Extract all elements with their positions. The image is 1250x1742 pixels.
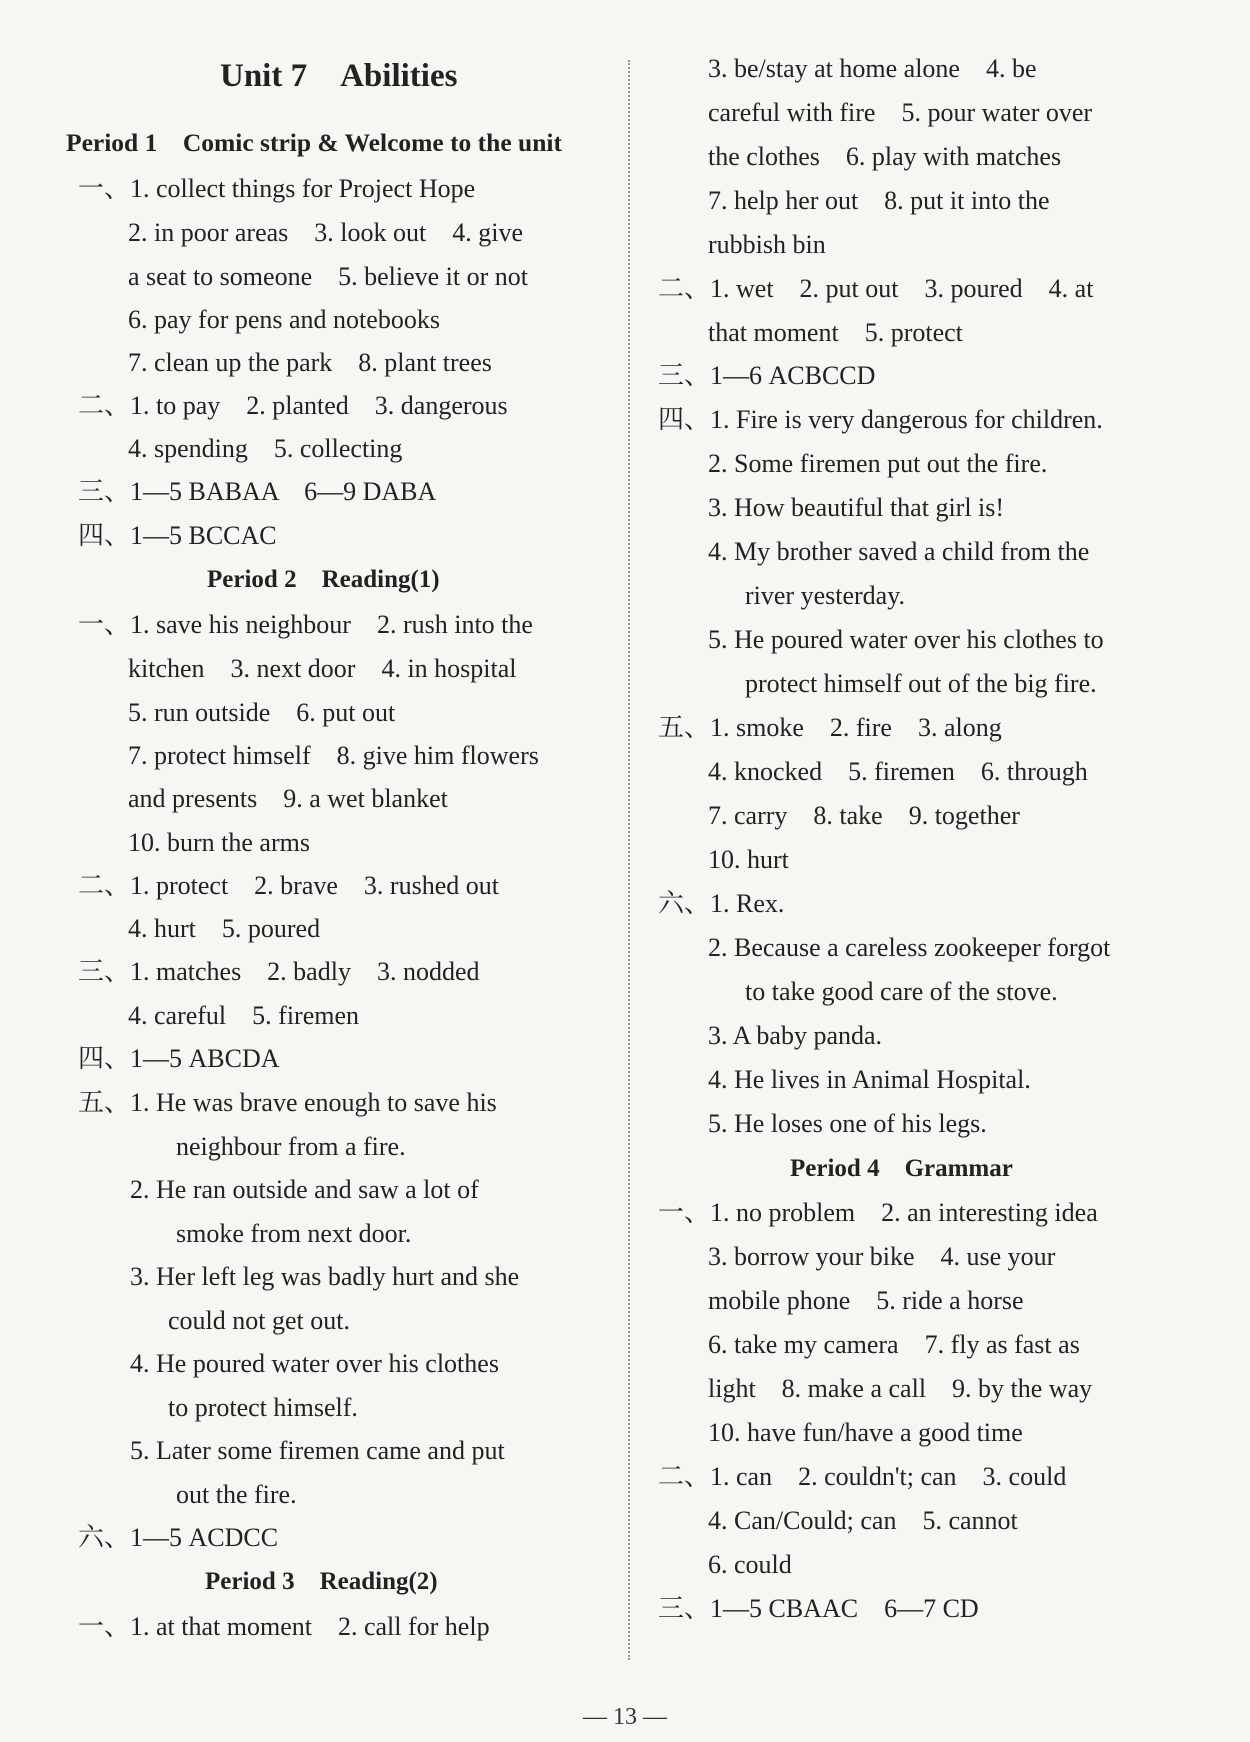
page-number: — 13 — <box>583 1704 667 1730</box>
answer-line: 二、1. wet 2. put out 3. poured 4. at <box>658 274 1094 303</box>
answer-line: 7. carry 8. take 9. together <box>708 801 1020 830</box>
answer-line: 6. pay for pens and notebooks <box>128 305 440 334</box>
section-heading: Period 2 Reading(1) <box>207 566 440 593</box>
answer-line: 5. Later some firemen came and put <box>130 1436 505 1465</box>
answer-line: the clothes 6. play with matches <box>708 142 1062 171</box>
answer-line: 2. He ran outside and saw a lot of <box>130 1175 479 1204</box>
answer-line: 4. Can/Could; can 5. cannot <box>708 1506 1018 1535</box>
answer-line: to take good care of the stove. <box>745 977 1058 1006</box>
answer-line: 4. He lives in Animal Hospital. <box>708 1065 1031 1094</box>
answer-line: 10. hurt <box>708 845 789 874</box>
answer-line: 四、1—5 BCCAC <box>78 521 277 550</box>
answer-line: 五、1. smoke 2. fire 3. along <box>658 713 1002 742</box>
answer-line: 3. How beautiful that girl is! <box>708 493 1005 522</box>
answer-line: neighbour from a fire. <box>176 1132 406 1161</box>
answer-line: 2. in poor areas 3. look out 4. give <box>128 218 523 247</box>
answer-line: 四、1. Fire is very dangerous for children. <box>658 405 1103 434</box>
answer-line: 7. protect himself 8. give him flowers <box>128 741 539 770</box>
answer-line: 4. careful 5. firemen <box>128 1001 360 1030</box>
answer-line: 3. borrow your bike 4. use your <box>708 1242 1056 1271</box>
answer-line: could not get out. <box>168 1306 350 1335</box>
answer-line: 10. have fun/have a good time <box>708 1418 1023 1447</box>
answer-line: to protect himself. <box>168 1393 358 1422</box>
answer-line: protect himself out of the big fire. <box>745 669 1097 698</box>
answer-line: a seat to someone 5. believe it or not <box>128 262 529 291</box>
answer-line: 一、1. collect things for Project Hope <box>78 174 476 203</box>
answer-line: that moment 5. protect <box>708 318 963 347</box>
answer-line: 4. spending 5. collecting <box>128 434 403 463</box>
answer-line: 6. take my camera 7. fly as fast as <box>708 1330 1080 1359</box>
answer-line: 二、1. protect 2. brave 3. rushed out <box>78 871 499 900</box>
answer-line: 5. run outside 6. put out <box>128 698 396 727</box>
answer-line: 3. be/stay at home alone 4. be <box>708 54 1037 83</box>
answer-line: 4. knocked 5. firemen 6. through <box>708 757 1088 786</box>
answer-line: 7. clean up the park 8. plant trees <box>128 348 492 377</box>
answer-line: rubbish bin <box>708 230 826 259</box>
section-heading: Period 1 Comic strip & Welcome to the unit <box>66 128 562 157</box>
answer-line: 四、1—5 ABCDA <box>78 1044 280 1073</box>
answer-line: out the fire. <box>176 1480 297 1509</box>
answer-line: 三、1. matches 2. badly 3. nodded <box>78 957 480 986</box>
answer-line: 6. could <box>708 1550 792 1579</box>
answer-line: 五、1. He was brave enough to save his <box>78 1088 497 1117</box>
answer-line: 三、1—6 ACBCCD <box>658 361 876 390</box>
answer-line: 5. He loses one of his legs. <box>708 1109 987 1138</box>
answer-line: 3. A baby panda. <box>708 1021 883 1050</box>
answer-line: kitchen 3. next door 4. in hospital <box>128 654 517 683</box>
answer-line: and presents 9. a wet blanket <box>128 784 448 813</box>
answer-line: 7. help her out 8. put it into the <box>708 186 1050 215</box>
answer-line: mobile phone 5. ride a horse <box>708 1286 1024 1315</box>
answer-line: river yesterday. <box>745 581 906 610</box>
answer-line: 4. He poured water over his clothes <box>130 1349 499 1378</box>
answer-line: 4. My brother saved a child from the <box>708 537 1090 566</box>
section-heading: Period 3 Reading(2) <box>205 1568 438 1595</box>
answer-line: 3. Her left leg was badly hurt and she <box>130 1262 520 1291</box>
section-heading: Period 4 Grammar <box>790 1155 1013 1182</box>
answer-line: 一、1. no problem 2. an interesting idea <box>658 1198 1098 1227</box>
answer-line: 六、1—5 ACDCC <box>78 1523 279 1552</box>
answer-line: light 8. make a call 9. by the way <box>708 1374 1093 1403</box>
answer-line: 2. Because a careless zookeeper forgot <box>708 933 1111 962</box>
answer-line: 六、1. Rex. <box>658 889 785 918</box>
answer-line: 一、1. at that moment 2. call for help <box>78 1612 490 1641</box>
answer-line: 4. hurt 5. poured <box>128 914 321 943</box>
column-divider <box>628 60 630 1660</box>
answer-line: 一、1. save his neighbour 2. rush into the <box>78 610 533 639</box>
answer-line: 二、1. can 2. couldn't; can 3. could <box>658 1462 1067 1491</box>
answer-line: 10. burn the arms <box>128 828 310 857</box>
answer-line: careful with fire 5. pour water over <box>708 98 1093 127</box>
answer-line: 5. He poured water over his clothes to <box>708 625 1104 654</box>
unit-title: Unit 7 Abilities <box>220 58 458 94</box>
answer-line: smoke from next door. <box>176 1219 412 1248</box>
answer-line: 三、1—5 BABAA 6—9 DABA <box>78 477 437 506</box>
answer-line: 二、1. to pay 2. planted 3. dangerous <box>78 391 508 420</box>
answer-line: 三、1—5 CBAAC 6—7 CD <box>658 1594 979 1623</box>
answer-line: 2. Some firemen put out the fire. <box>708 449 1048 478</box>
